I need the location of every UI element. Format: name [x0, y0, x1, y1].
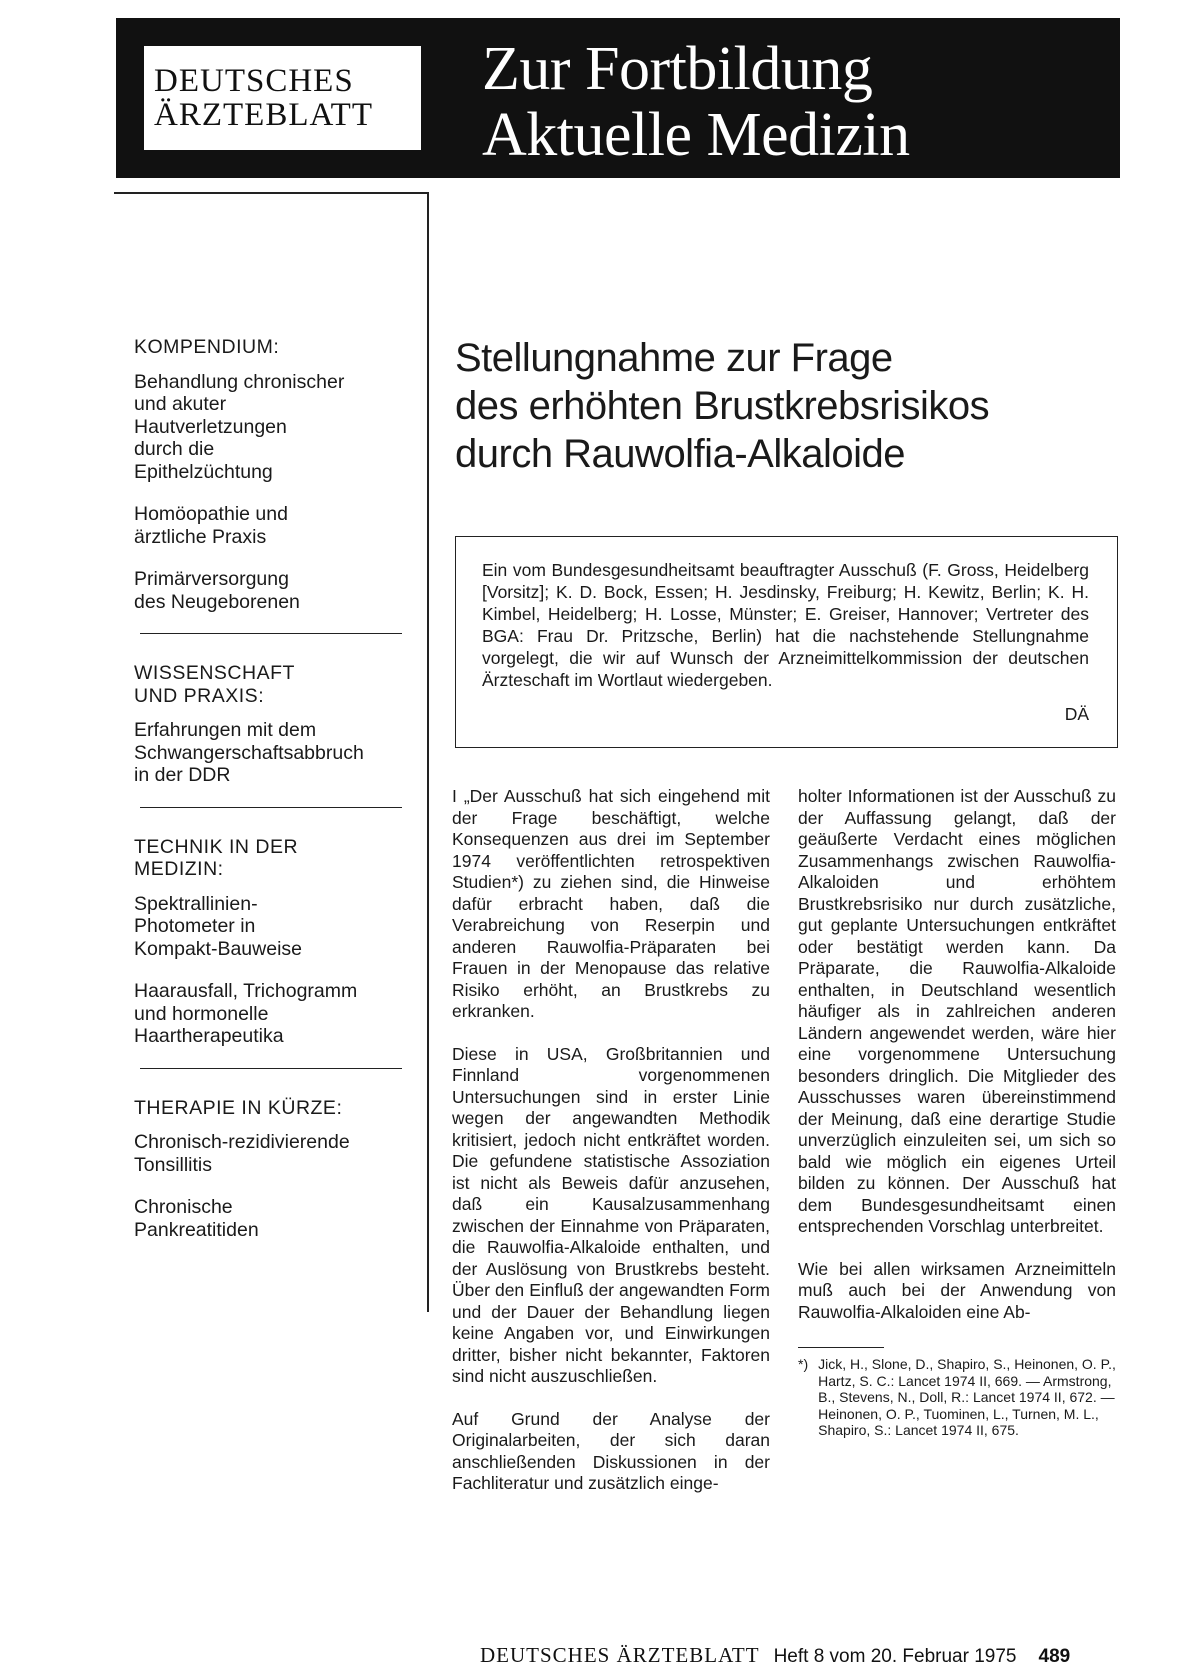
page-number: 489: [1038, 1646, 1071, 1667]
logo-line-2: ÄRZTEBLATT: [154, 97, 373, 133]
paragraph: holter Informationen ist der Ausschuß zu der Auffassung gelangt, daß der geäußerte Verdacht eines möglichen Zusammenhangs zwischen Rauwolfia-Alkaloiden und erhöhtem Brustkrebsrisiko nur durch zusätzliche, gut geplante Untersuchungen entkräftet oder bestätigt werden kann. Da Präparate, die Rauwolfia-Alkaloide enthalten, in Deutschland wesentlich häufiger als in zahlreichen anderen Ländern angewendet werden, wäre hier eine vorgenommene Untersuchung besonders dringlich. Die Mitglieder des Ausschusses waren übereinstimmend der Meinung, daß eine derartige Studie unverzüglich einzuleiten sei, um sich so bald wie möglich ein eigenes Urteil bilden zu können. Der Ausschuß hat dem Bundesgesundheitsamt einen entsprechenden Vorschlag unterbreitet.: [798, 786, 1116, 1236]
intro-box: [455, 536, 1118, 748]
footnote-text: Jick, H., Slone, D., Shapiro, S., Heinonen, O. P., Hartz, S. C.: Lancet 1974 II, 669. — Armstrong, B., Stevens, N., Doll, R.: Lancet 1974 II, 672. — Heinonen, O. P., Tuominen, L., Turnen, M. L., Shapiro, S.: Lancet 1974 II, 675.: [818, 1356, 1116, 1438]
sidebar-heading-kompendium: KOMPENDIUM:: [134, 336, 280, 358]
body-column-right: [798, 786, 1116, 1439]
article-title: Stellungnahme zur Frage des erhöhten Brustkrebsrisikos durch Rauwolfia-Alkaloide: [455, 336, 990, 476]
page-footer: [480, 1643, 1120, 1668]
sidebar-heading-technik: TECHNIK IN DER MEDIZIN:: [134, 835, 299, 880]
section-title: [482, 36, 910, 168]
footnote-divider: [798, 1347, 884, 1348]
logo-line-1: DEUTSCHES: [154, 63, 354, 99]
sidebar-item: Spektrallinien- Photometer in Kompakt-Bauweise: [134, 892, 302, 960]
sidebar-contents: [134, 336, 404, 1261]
sidebar-heading-wissenschaft: WISSENSCHAFT UND PRAXIS:: [134, 662, 295, 707]
intro-signature: DÄ: [1064, 704, 1089, 724]
sidebar-divider: [140, 1068, 402, 1069]
footnote: [798, 1356, 1116, 1439]
body-column-left: [452, 786, 770, 1516]
section-title-line-1: Zur Fortbildung: [482, 35, 873, 103]
sidebar-divider: [140, 633, 402, 634]
sidebar-item: Haarausfall, Trichogramm und hormonelle Haartherapeutika: [134, 980, 358, 1047]
sidebar-item: Chronisch-rezidivierende Tonsillitis: [134, 1131, 350, 1176]
sidebar-heading-therapie: THERAPIE IN KÜRZE:: [134, 1096, 343, 1119]
sidebar-item: Homöopathie und ärztliche Praxis: [134, 503, 288, 548]
sidebar-item: Erfahrungen mit dem Schwangerschaftsabbruch in der DDR: [134, 719, 364, 786]
paragraph: I „Der Ausschuß hat sich eingehend mit der Frage beschäftigt, welche Konsequenzen aus drei im September 1974 veröffentlichten retrospektiven Studien*) zu ziehen sind, die Hinweise dafür erbracht haben, daß die Verabreichung von Reserpin und anderen Rauwolfia-Präparaten bei Frauen in der Menopause das relative Risiko erhöht, an Brustkrebs zu erkranken.: [452, 786, 770, 1021]
section-title-line-2: Aktuelle Medizin: [482, 101, 910, 169]
paragraph: Wie bei allen wirksamen Arzneimitteln muß auch bei der Anwendung von Rauwolfia-Alkaloiden eine Ab-: [798, 1258, 1116, 1322]
sidebar-item: Primärversorgung des Neugeborenen: [134, 568, 300, 613]
journal-logo: [144, 46, 421, 150]
paragraph: Diese in USA, Großbritannien und Finnland vorgenommenen Untersuchungen sind in erster Linie wegen der angewandten Methodik kritisiert, jedoch nicht entkräftet worden. Die gefundene statistische Assoziation ist nicht als Beweis dafür anzusehen, daß ein Kausalzusammenhang zwischen der Einnahme von Präparaten, die Rauwolfia-Alkaloide enthalten, und der Auslösung von Brustkrebs besteht. Über den Einfluß der angewandten Form und der Dauer der Behandlung liegen keine Angaben vor, und Einwirkungen dritter, bisher nicht bekannter, Faktoren sind nicht auszuschließen.: [452, 1043, 770, 1386]
footer-issue: Heft 8 vom 20. Februar 1975: [773, 1646, 1017, 1667]
paragraph: Auf Grund der Analyse der Originalarbeiten, der sich daran anschließenden Diskussionen in der Fachliteratur und zusätzlich einge-: [452, 1408, 770, 1493]
sidebar-item: Behandlung chronischer und akuter Hautverletzungen durch die Epithelzüchtung: [134, 370, 345, 483]
sidebar-divider: [140, 807, 402, 808]
sidebar-item: Chronische Pankreatitiden: [134, 1196, 259, 1241]
footnote-mark: *): [798, 1356, 809, 1372]
footer-brand: DEUTSCHES ÄRZTEBLATT: [480, 1643, 760, 1667]
intro-text: Ein vom Bundesgesundheitsamt beauftragter Ausschuß (F. Gross, Heidelberg [Vorsitz]; K. D. Bock, Essen; H. Jesdinsky, Freiburg; H. Kewitz, Berlin; K. H. Kimbel, Heidelberg; H. Losse, Münster; E. Greiser, Hannover; Vertreter des BGA: Frau Dr. Pritzsche, Berlin) hat die nachstehende Stellungnahme vorgelegt, die wir auf Wunsch der Arzneimittelkommission der deutschen Ärzteschaft im Wortlaut wiedergeben.: [482, 560, 1089, 690]
